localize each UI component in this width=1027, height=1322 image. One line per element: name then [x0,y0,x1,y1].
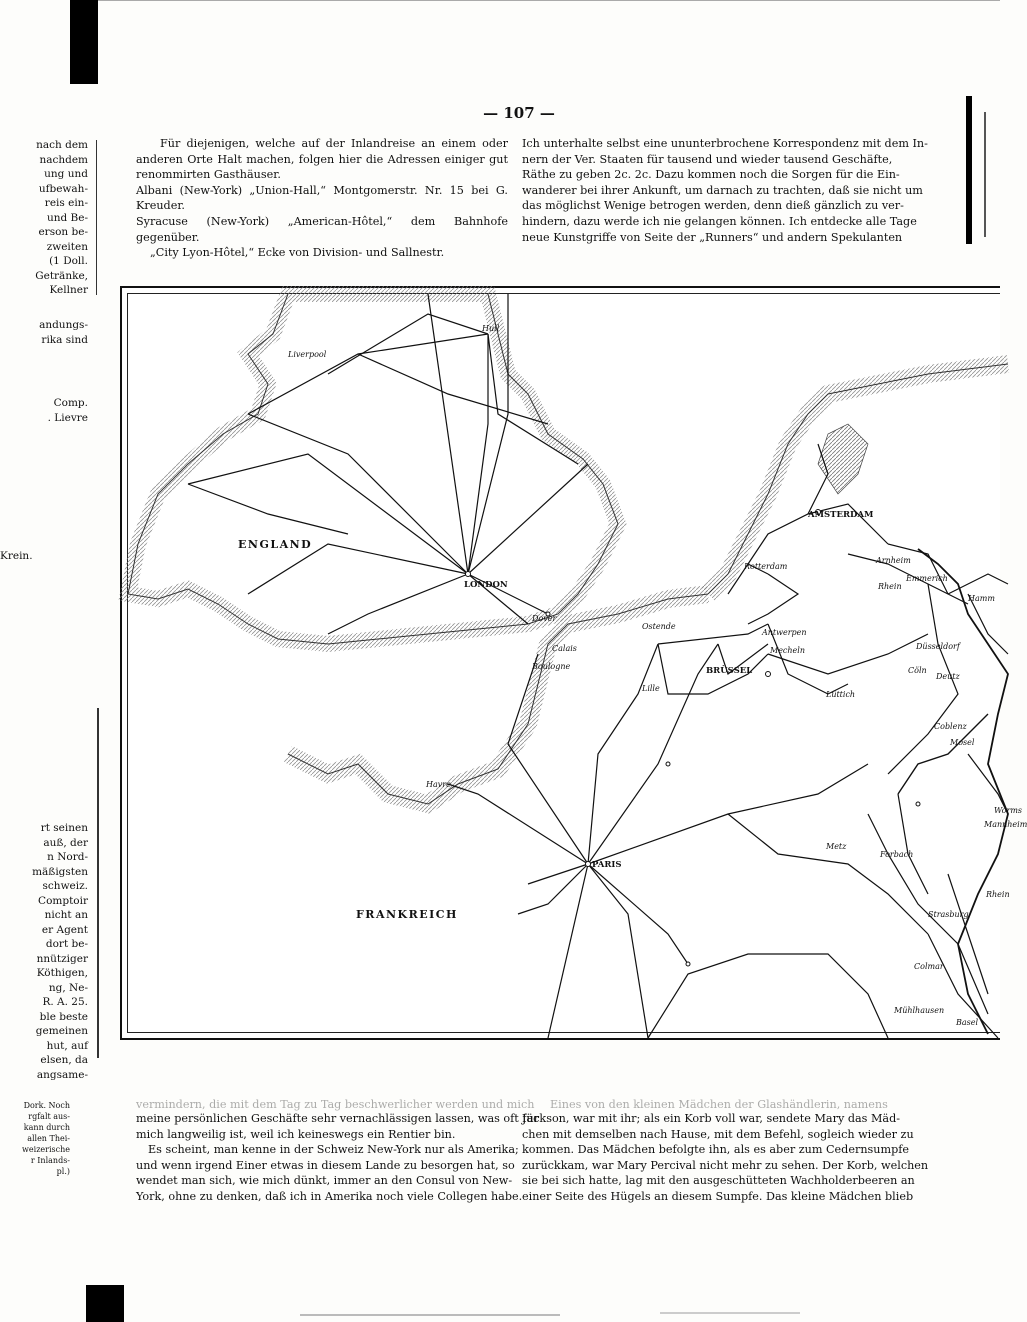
column-left-top [136,136,508,261]
map-label-luttich: Lüttich [826,690,856,699]
map-label-coln: Cöln [908,666,927,675]
scan-edge-top [98,0,1000,1]
cut-off-line: vermindern, die mit dem Tag zu Tag beschwerlicher werden und mich [136,1098,535,1111]
scan-edge-bottom-left [86,1285,124,1322]
map-label-coblenz: Coblenz [934,722,967,731]
map-label-strasburg: Strasburg [928,910,969,919]
left-margin-text-3: Comp. . Lievre [47,397,88,424]
city-markers [466,510,921,967]
column-left-bottom: vermindern, die mit dem Tag zu Tag beschwerlicher werden und mich meine persönlichen Geschäfte sehr vernachlässigen lassen, was oft für mich langweilig ist, weil ich keineswegs ein Rentier bin. Es scheint, man kenne in der Schweiz New-York nur als Amerika; und wenn irgend Einer etwas in diesem Lande zu besorgen hat, so wendet man sich, wie mich dünkt, immer an den Consul von New- York, ohne zu denken, daß ich in Amerika noch viele Collegen habe. [136,1098,540,1203]
hotel-entry-albani: Albani (New-York) „Union-Hall,“ Montgomerstr. Nr. 15 bei G. Kreuder. [136,183,508,213]
map-label-hull: Hull [482,324,500,333]
map-label-hamm: Hamm [968,594,995,603]
map-label-paris: PARIS [592,860,622,870]
map-label-england: ENGLAND [238,538,313,551]
cut-off-line: Eines von den kleinen Mädchen der Glashändlerin, namens [550,1098,888,1111]
map-label-emmerich: Emmerich [906,574,948,583]
map-label-france: FRANKREICH [356,908,458,921]
map-label-london: LONDON [464,580,508,590]
scan-noise-bottom-right [660,1312,800,1314]
netherlands-coastline [708,364,1008,594]
map-label-brussel: BRÜSSEL [706,666,753,676]
hotel-entry-syracuse: Syracuse (New-York) „American-Hôtel,“ dem Bahnhofe gegenüber. [136,214,508,244]
left-margin-text-4: Krein. [0,550,33,562]
map-label-amsterdam: AMSTERDAM [808,510,874,520]
scan-noise-bottom [300,1314,560,1316]
map-label-muhlhausen: Mühlhausen [894,1006,945,1015]
left-margin-text-2: andungs- rika sind [39,319,88,346]
map-label-liverpool: Liverpool [288,350,327,359]
map-label-deutz: Deutz [936,672,960,681]
map-label-basel: Basel [956,1018,979,1027]
left-margin-text-1: nach dem nachdem ung und ufbewah- reis ein- und Be- erson be- zweiten (1 Doll. Getränke, Kellner [35,139,88,296]
map-label-worms: Worms [994,806,1023,815]
map-label-arnheim: Arnheim [876,556,911,565]
map-label-dusseldorf: Düsseldorf [916,642,960,651]
map-label-rotterdam: Rotterdam [744,562,788,571]
column-right-top: Ich unterhalte selbst eine ununterbrochene Korrespondenz mit dem In- nern der Ver. Staaten für tausend und wieder tausend Geschäfte, Räthe zu geben 2c. 2c. Dazu kommen noch die Sorgen für die Ein- wanderer bei ihrer Ankunft, um darnach zu trachten, daß sie nicht um das möglichst Wenige betrogen werden, denn dieß gänzlich zu ver- hindern, dazu werde ich nie gelangen können. Ich entdecke alle Tage neue Kunstgriffe von Seite der „Runners“ und andern Spekulanten [522,137,928,244]
continent-railways [448,444,1008,1038]
scan-edge-right-2 [984,112,986,237]
column-right-bottom: Eines von den kleinen Mädchen der Glashändlerin, namens Jackson, war mit ihr; als ein Korb voll war, sendete Mary das Mäd- chen mit demselben nach Hause, mit dem Befehl, sogleich wieder zu kommen. Das Mädchen befolgte ihn, als es aber zum Cedernsumpfe zurückkam, war Mary Percival nicht mehr zu sehen. Der Korb, welchen sie bei sich hatte, lag mit den ausgeschütteten Wachholderbeeren an einer Seite des Hügels an diesem Sumpfe. Das kleine Mädchen blieb [522,1098,929,1203]
map-label-antwerpen: Antwerpen [762,628,807,637]
map-label-colmar: Colmar [914,962,944,971]
map-label-mosel: Mosel [950,738,975,747]
left-margin-text-5: rt seinen auß, der n Nord- mäßigsten schweiz. Comptoir nicht an er Agent dort be- nnütziger Köthigen, ng, Ne- R. A. 25. ble beste gemeinen hut, auf elsen, da angsame- [32,822,88,1081]
scan-edge-right [966,96,972,244]
hotel-entry-lyon: „City Lyon-Hôtel,“ Ecke von Division- und Sallnestr. [150,246,445,260]
map-label-calais: Calais [552,644,577,653]
map-label-ostende: Ostende [642,622,676,631]
map-label-metz: Metz [826,842,847,851]
left-margin-rule-1 [96,140,97,295]
map-label-mecheln: Mecheln [770,646,806,655]
map-area [127,293,1027,1033]
netherlands-coast-shading [708,364,1008,594]
map-frame [120,286,1027,1040]
map-label-dover: Dover [532,614,557,623]
page-number: — 107 — [483,104,555,122]
left-margin-text-6: Dork. Noch rgfalt aus- kann durch allen Thei- weizerische r Inlands- pl.) [22,1101,70,1176]
map-label-rhein-north: Rhein [878,582,902,591]
map-label-boulogne: Boulogne [532,662,571,671]
map-label-havre: Havre [426,780,451,789]
left-margin-rule-2 [97,708,99,1058]
map-label-forbach: Forbach [880,850,914,859]
scan-edge-top-left [70,0,98,84]
map-label-lille: Lille [642,684,660,693]
zuiderzee-shading [818,424,868,494]
map-label-rhein-south: Rhein [986,890,1010,899]
map-label-mannheim: Mannheim [984,820,1027,829]
intro-paragraph: Für diejenigen, welche auf der Inlandreise an einem oder anderen Orte Halt machen, folgen hier die Adressen einiger gut renommirten Gasthäuser. [136,137,508,182]
